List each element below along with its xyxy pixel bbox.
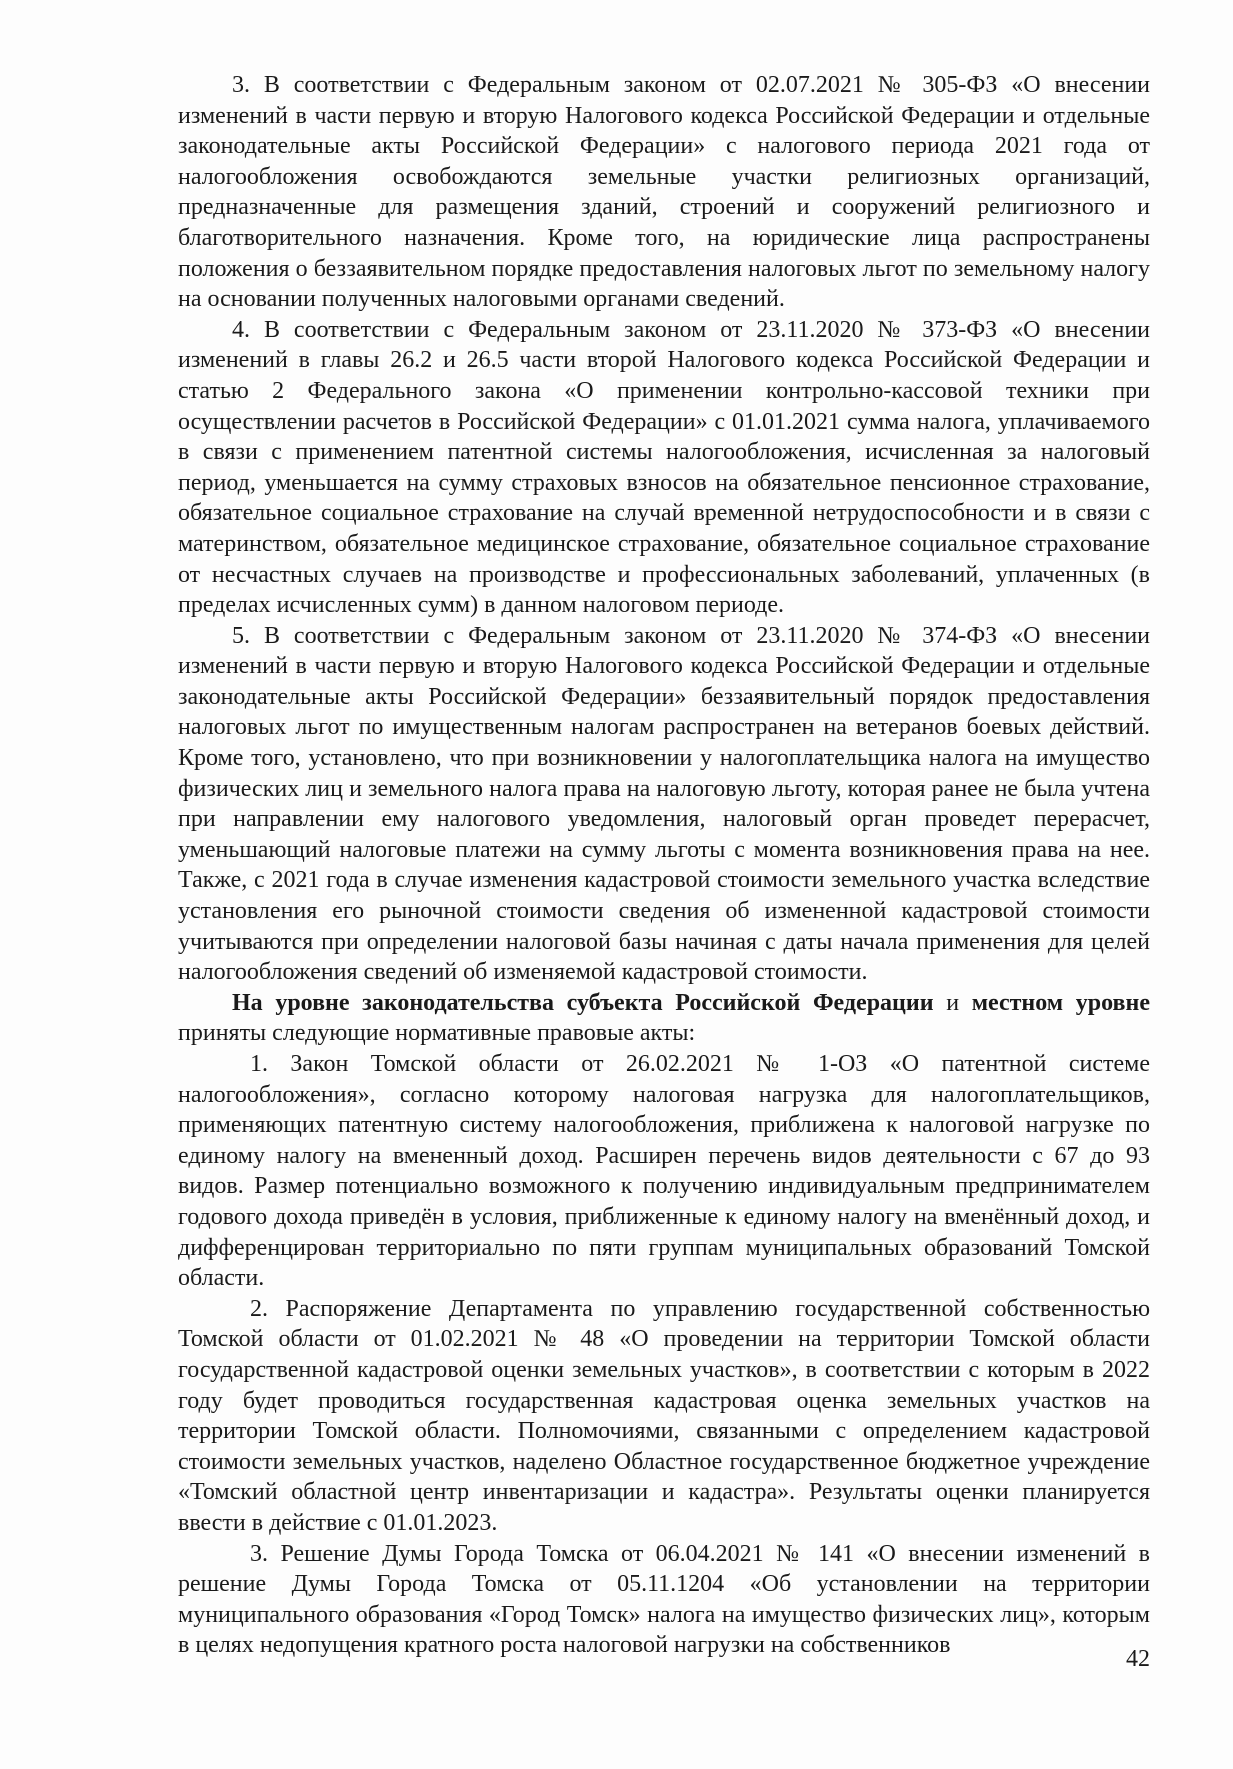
paragraph-federal-law-305: 3. В соответствии с Федеральным законом от 02.07.2021 № 305-ФЗ «О внесении изменений в части первую и вторую Налогового кодекса Российской Федерации и отдельные законодательные акты Российской Федерации» с налогового периода 2021 года от налогообложения освобождаются земельные участки религиозных организаций, предназначенные для размещения зданий, строений и сооружений религиозного и благотворительного назначения. Кроме того, на юридические лица распространены положения о беззаявительном порядке предоставления налоговых льгот по земельному налогу на основании полученных налоговыми органами сведений. bbox=[178, 72, 1150, 313]
paragraph-federal-law-373: 4. В соответствии с Федеральным законом от 23.11.2020 № 373-ФЗ «О внесении изменений в главы 26.2 и 26.5 части второй Налогового кодекса Российской Федерации и статью 2 Федерального закона «О применении контрольно-кассовой техники при осуществлении расчетов в Российской Федерации» с 01.01.2021 сумма налога, уплачиваемого в связи с применением патентной системы налогообложения, исчисленная за налоговый период, уменьшается на сумму страховых взносов на обязательное пенсионное страхование, обязательное социальное страхование на случай временной нетрудоспособности и в связи с материнством, обязательное медицинское страхование, обязательное социальное страхование от несчастных случаев на производстве и профессиональных заболеваний, уплаченных (в пределах исчисленных сумм) в данном налоговом периоде. bbox=[178, 316, 1150, 619]
paragraph-tomsk-law-1-oz: 1. Закон Томской области от 26.02.2021 № 1-ОЗ «О патентной системе налогообложения», согласно которому налоговая нагрузка для налогоплательщиков, применяющих патентную систему налогообложения, приближена к налоговой нагрузке по единому налогу на вмененный доход. Расширен перечень видов деятельности с 67 до 93 видов. Размер потенциально возможного к получению индивидуальным предпринимателем годового дохода приведён в условия, приближенные к единому налогу на вменённый доход, и дифференцирован территориально по пяти группам муниципальных образований Томской области. bbox=[178, 1051, 1150, 1292]
regional-intro-bold-1: На уровне законодательства субъекта Российской Федерации bbox=[232, 989, 934, 1016]
paragraph-department-order-48: 2. Распоряжение Департамента по управлению государственной собственностью Томской области от 01.02.2021 № 48 «О проведении на территории Томской области государственной кадастровой оценки земельных участков», в соответствии с которым в 2022 году будет проводиться государственная кадастровая оценка земельных участков на территории Томской области. Полномочиями, связанными с определением кадастровой стоимости земельных участков, наделено Областное государственное бюджетное учреждение «Томский областной центр инвентаризации и кадастра». Результаты оценки планируется ввести в действие с 01.01.2023. bbox=[178, 1295, 1150, 1536]
paragraph-regional-intro bbox=[178, 988, 1150, 1049]
regional-intro-rest: приняты следующие нормативные правовые акты: bbox=[178, 1020, 696, 1047]
page-number: 42 bbox=[1126, 1646, 1150, 1672]
document-body bbox=[178, 70, 1150, 1661]
paragraph-duma-decision-141: 3. Решение Думы Города Томска от 06.04.2021 № 141 «О внесении изменений в решение Думы Города Томска от 05.11.1204 «Об установлении на территории муниципального образования «Город Томск» налога на имущество физических лиц», которым в целях недопущения кратного роста налоговой нагрузки на собственников bbox=[178, 1540, 1150, 1659]
paragraph-federal-law-374: 5. В соответствии с Федеральным законом от 23.11.2020 № 374-ФЗ «О внесении изменений в части первую и вторую Налогового кодекса Российской Федерации и отдельные законодательные акты Российской Федерации» беззаявительный порядок предоставления налоговых льгот по имущественным налогам распространен на ветеранов боевых действий. Кроме того, установлено, что при возникновении у налогоплательщика налога на имущество физических лиц и земельного налога права на налоговую льготу, которая ранее не была учтена при направлении ему налогового уведомления, налоговый орган проведет перерасчет, уменьшающий налоговые платежи на сумму льготы с момента возникновения права на нее. Также, с 2021 года в случае изменения кадастровой стоимости земельного участка вследствие установления его рыночной стоимости сведения об измененной кадастровой стоимости учитываются при определении налоговой базы начиная с даты начала применения для целей налогообложения сведений об изменяемой кадастровой стоимости. bbox=[178, 622, 1150, 986]
regional-intro-mid: и bbox=[933, 989, 972, 1016]
regional-intro-bold-2: местном уровне bbox=[971, 989, 1150, 1016]
